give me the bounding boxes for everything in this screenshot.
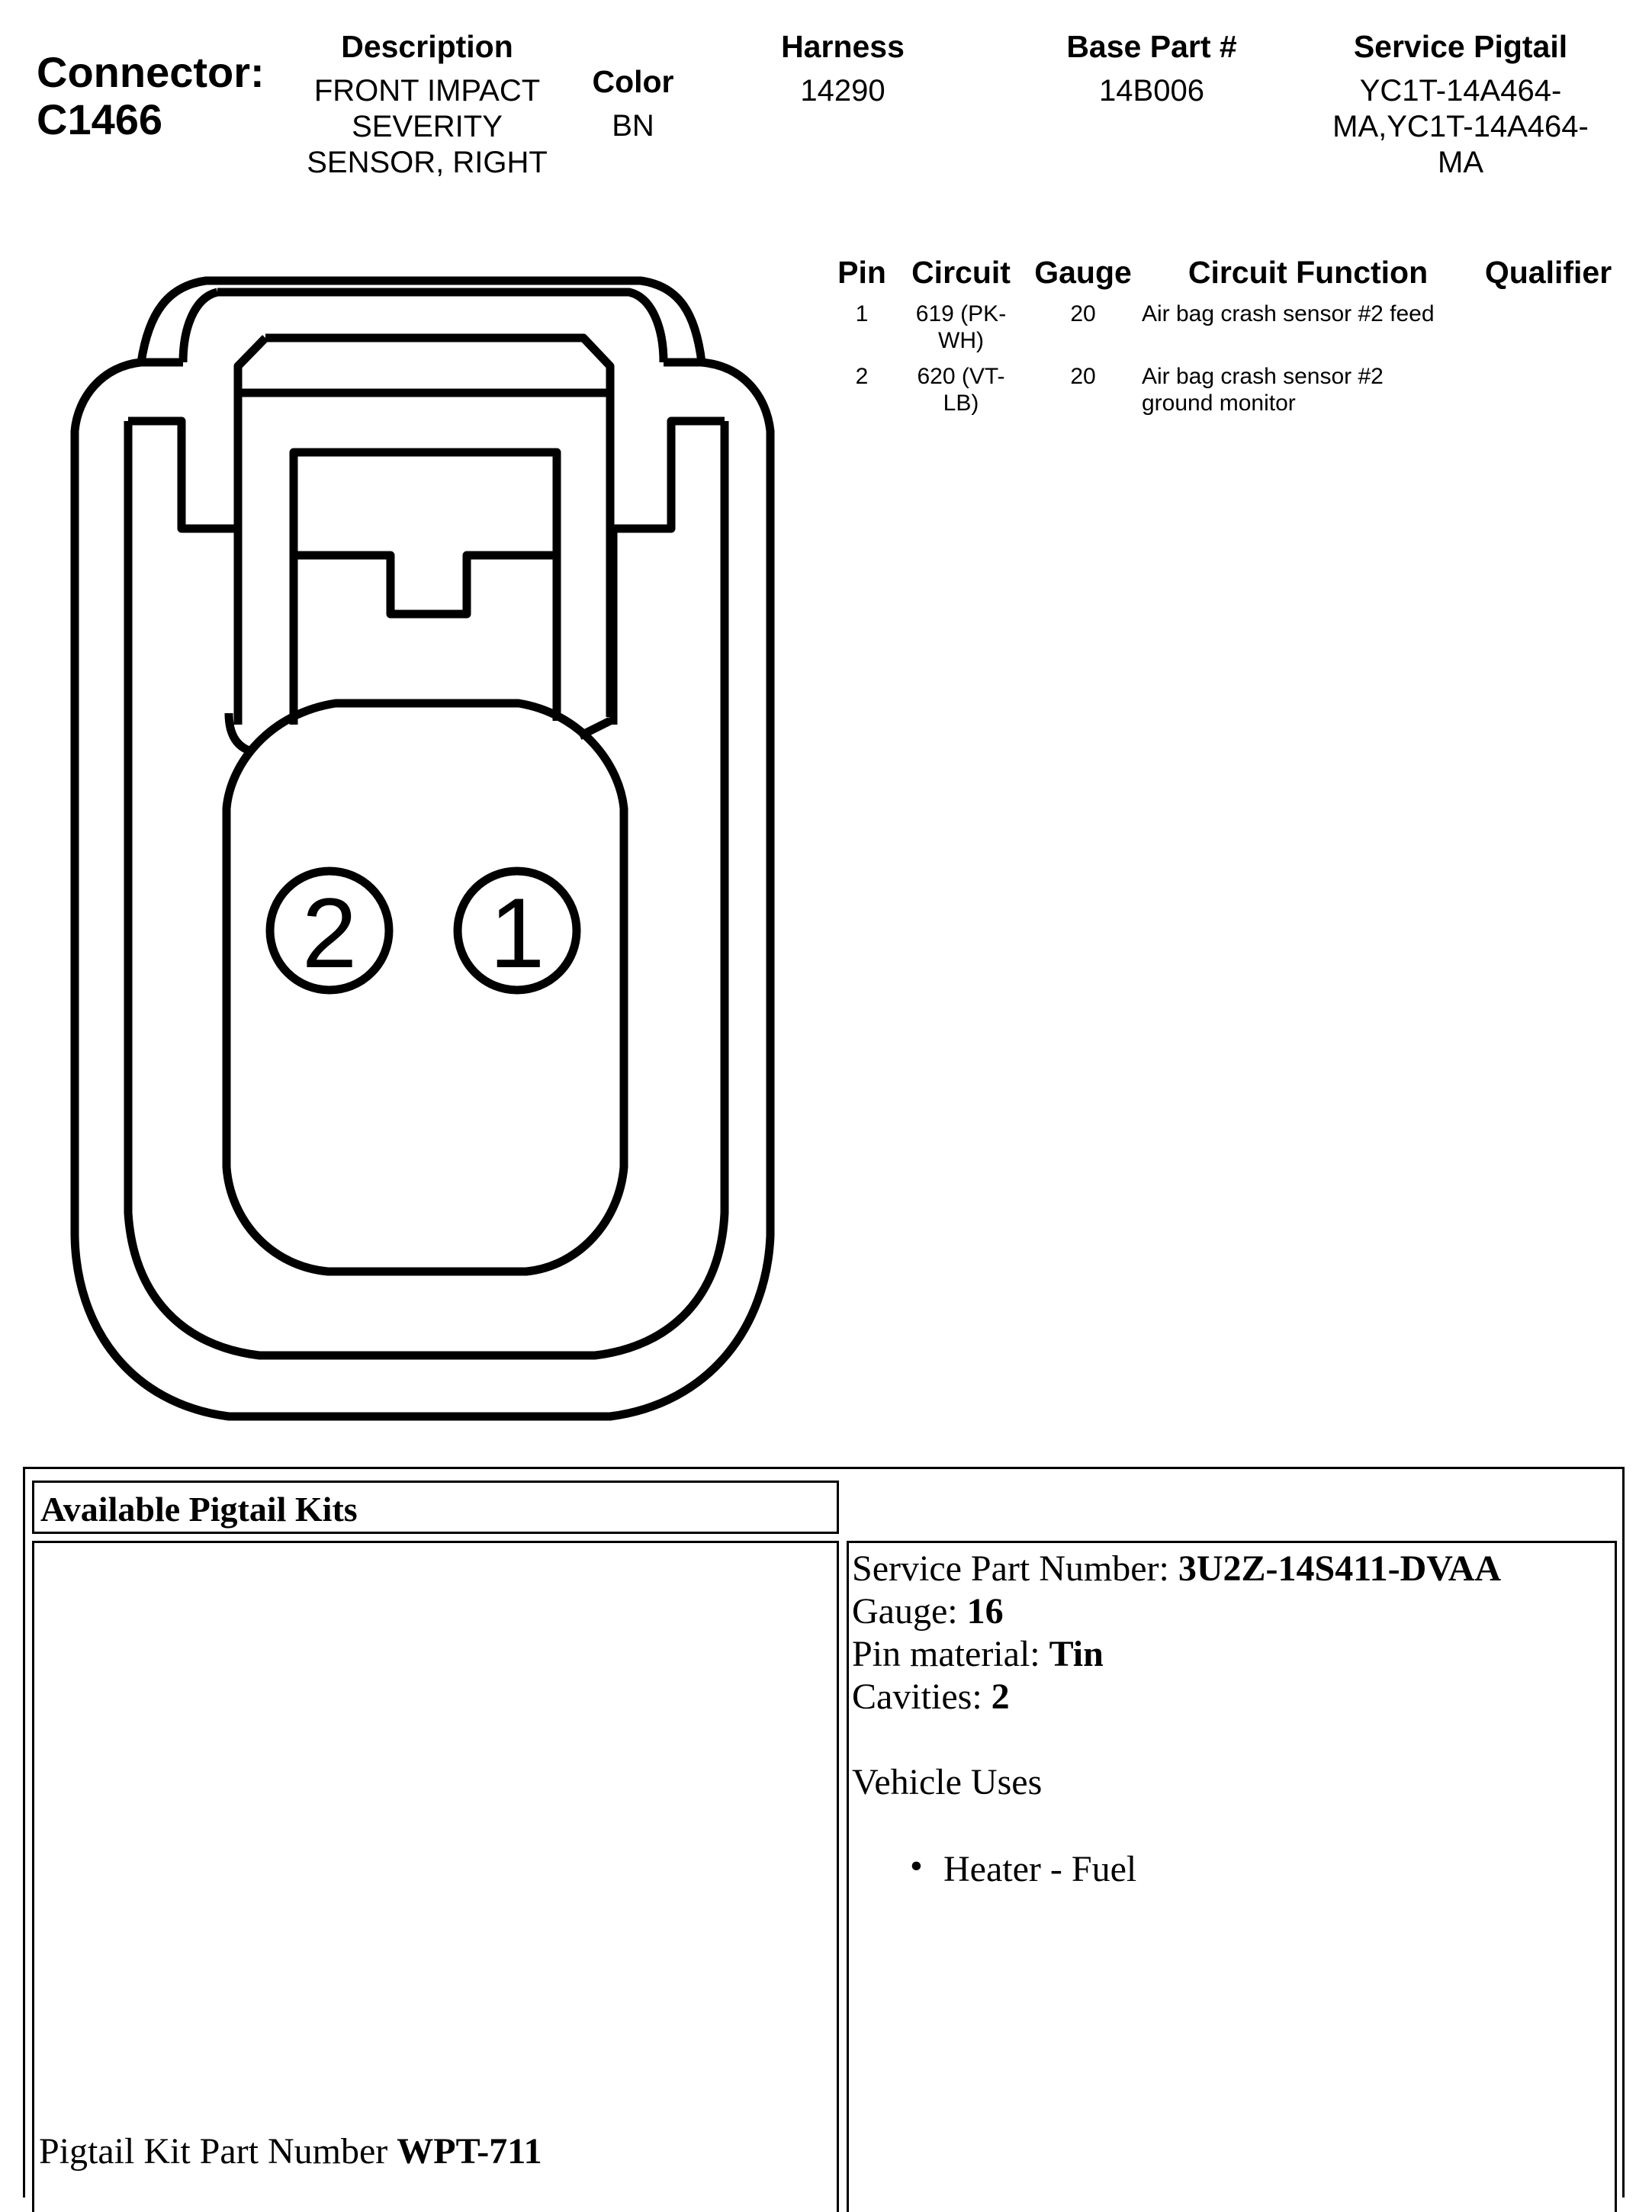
vehicle-uses-label: Vehicle Uses xyxy=(852,1762,1043,1802)
circuit-function-column-header: Circuit Function xyxy=(1188,255,1429,290)
pigtail-kit-image-cell xyxy=(32,1541,839,2212)
pin-material-label: Pin material: xyxy=(852,1634,1049,1674)
pin-number: 1 xyxy=(855,301,869,326)
kit-gauge-label: Gauge: xyxy=(852,1591,967,1632)
vehicle-use-label: Heater - Fuel xyxy=(943,1849,1137,1889)
service-pigtail-value xyxy=(1289,73,1632,181)
circuit-column-header: Circuit xyxy=(911,255,1011,290)
pigtail-kit-details-cell xyxy=(847,1541,1617,2212)
cavities-value: 2 xyxy=(991,1677,1010,1717)
harness-value: 14290 xyxy=(800,74,885,108)
cavities-label: Cavities: xyxy=(852,1677,992,1717)
latch-window xyxy=(294,452,557,725)
service-part-value: 3U2Z-14S411-DVAA xyxy=(1178,1548,1502,1589)
circuit-function xyxy=(1142,301,1477,327)
pin-material xyxy=(852,1633,1501,1676)
description-line: SEVERITY xyxy=(352,110,503,143)
service-part-number xyxy=(852,1548,1501,1590)
gauge-value: 20 xyxy=(1070,301,1096,326)
circuit-code xyxy=(900,301,1022,354)
pigtail-kit-part-number xyxy=(39,2130,542,2173)
vehicle-use-item xyxy=(852,1848,1501,1891)
pin-1-label: 1 xyxy=(489,877,545,989)
circuit-function-line: Air bag crash sensor #2 feed xyxy=(1142,301,1435,326)
gauge-column-header: Gauge xyxy=(1034,255,1132,290)
circuit-line: 620 (VT- xyxy=(917,364,1005,389)
base-part-heading: Base Part # xyxy=(1066,29,1237,64)
bullet-icon: • xyxy=(910,1846,923,1886)
description-line: SENSOR, RIGHT xyxy=(307,146,548,179)
pin-2-label: 2 xyxy=(301,877,358,989)
circuit-function-line: ground monitor xyxy=(1142,391,1296,416)
service-pigtail-line: MA,YC1T-14A464- xyxy=(1332,110,1589,143)
pin-material-value: Tin xyxy=(1049,1634,1104,1674)
pin-number: 2 xyxy=(855,364,869,389)
pigtail-kits-header-cell xyxy=(32,1481,839,1534)
harness-heading: Harness xyxy=(781,29,905,64)
pigtail-kits-title: Available Pigtail Kits xyxy=(40,1490,358,1529)
gauge-value: 20 xyxy=(1070,364,1096,389)
service-pigtail-line: YC1T-14A464- xyxy=(1359,74,1562,108)
description-heading: Description xyxy=(341,29,513,64)
base-part-value: 14B006 xyxy=(1099,74,1204,108)
circuit-line: 619 (PK- xyxy=(915,301,1007,326)
circuit-code xyxy=(900,363,1022,416)
service-pigtail-line: MA xyxy=(1438,146,1483,179)
color-heading: Color xyxy=(592,64,674,99)
color-value: BN xyxy=(612,109,654,143)
service-pigtail-heading: Service Pigtail xyxy=(1353,29,1568,64)
circuit-line: WH) xyxy=(938,328,984,353)
description-line: FRONT IMPACT xyxy=(313,74,541,108)
pigtail-kit-part-label: Pigtail Kit Part Number xyxy=(39,2131,397,2172)
circuit-function-line: Air bag crash sensor #2 xyxy=(1142,364,1384,389)
connector-diagram xyxy=(0,0,808,1449)
pigtail-kit-part-value: WPT-711 xyxy=(397,2131,542,2172)
connector-label-text: Connector: xyxy=(37,48,265,96)
housing-seal-cavity xyxy=(128,421,725,1355)
pin-column-header: Pin xyxy=(837,255,886,290)
connector-id: C1466 xyxy=(37,95,163,143)
terminal-body xyxy=(227,703,624,1272)
kit-gauge-value: 16 xyxy=(966,1591,1004,1632)
pigtail-kit-details xyxy=(852,1548,1501,1891)
circuit-line: LB) xyxy=(943,391,979,416)
service-part-label: Service Part Number: xyxy=(852,1548,1178,1589)
cavities xyxy=(852,1676,1501,1718)
kit-gauge xyxy=(852,1590,1501,1633)
qualifier-column-header: Qualifier xyxy=(1484,255,1612,290)
circuit-function xyxy=(1142,363,1477,416)
